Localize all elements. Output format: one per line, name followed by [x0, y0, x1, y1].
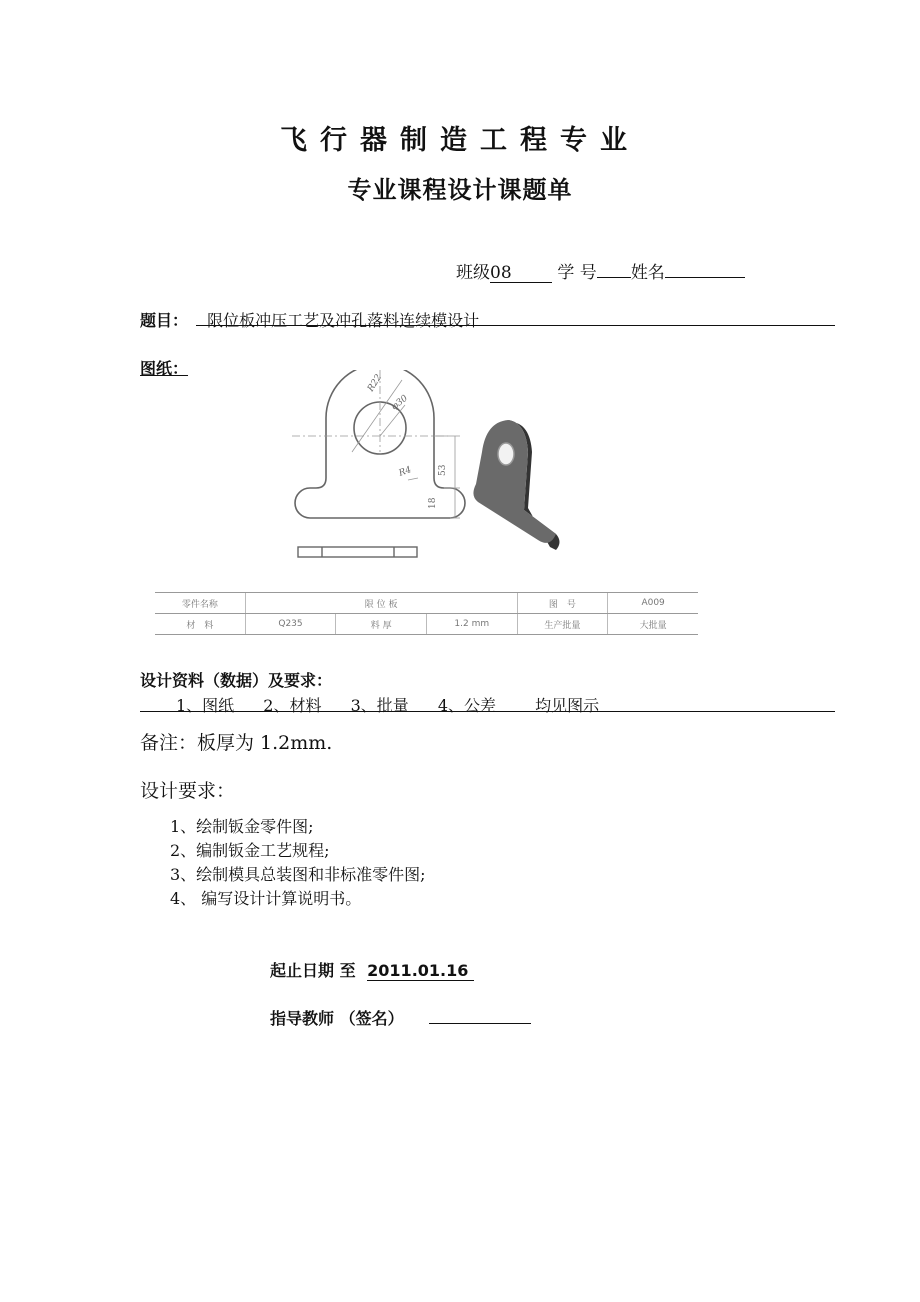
- dim-18: 18: [428, 497, 438, 509]
- note: 备注：板厚为 1.2mm.: [140, 732, 333, 754]
- requirement-item: 3、绘制模具总装图和非标准零件图;: [170, 865, 426, 884]
- design-item: 1、图纸: [176, 696, 235, 715]
- name-label: 姓名: [630, 263, 665, 283]
- design-data-items: [176, 693, 623, 716]
- dim-r22: R22: [366, 372, 385, 394]
- dim-d30: φ30: [389, 393, 410, 413]
- batch-label: 生产批量: [517, 614, 608, 635]
- topic-row: [140, 308, 479, 331]
- design-items-suffix: 均见图示: [535, 696, 600, 715]
- design-item: 3、批量: [350, 696, 409, 715]
- student-info: [456, 258, 745, 283]
- page-subtitle: 专业课程设计课题单: [347, 176, 573, 204]
- part-name-label: 零件名称: [155, 593, 245, 614]
- design-item: 2、材料: [263, 696, 322, 715]
- material-value: Q235: [245, 614, 336, 635]
- part-name-value: 限 位 板: [245, 593, 517, 614]
- class-label: 班级: [456, 263, 490, 283]
- dim-53: 53: [438, 464, 448, 476]
- page-title: 飞行器制造工程专业: [280, 125, 640, 156]
- table-row: [155, 614, 698, 635]
- requirement-item: 4、 编写设计计算说明书。: [170, 889, 362, 908]
- part-3d-image: [468, 412, 578, 562]
- topic-underline: [196, 325, 835, 326]
- material-label: 材 料: [155, 614, 245, 635]
- table-row: [155, 593, 698, 614]
- design-items-underline: [140, 711, 835, 712]
- topic-label: 题目：: [140, 311, 189, 330]
- dim-r4: R4: [397, 465, 413, 479]
- part-side-view: [298, 547, 417, 557]
- thickness-label: 料 厚: [336, 614, 427, 635]
- end-date-value: 2011.01.16: [367, 962, 474, 981]
- student-no-field[interactable]: [597, 277, 631, 278]
- requirements-heading: 设计要求：: [140, 780, 236, 802]
- part-info-table: [155, 592, 698, 635]
- class-field[interactable]: [490, 264, 552, 283]
- drawing-no-value: A009: [608, 593, 698, 614]
- drawing-label: 图纸：: [140, 359, 189, 378]
- class-value: 08: [490, 263, 512, 283]
- signature-label: 指导教师 （签名）: [270, 1009, 404, 1028]
- signature-row: [270, 1006, 531, 1029]
- thickness-value: 1.2 mm: [426, 614, 517, 635]
- student-no-label: 学 号: [557, 263, 597, 283]
- drawing-no-label: 图 号: [517, 593, 608, 614]
- requirement-item: 2、编制钣金工艺规程;: [170, 841, 330, 860]
- date-label: 起止日期 至: [270, 961, 356, 980]
- name-field[interactable]: [665, 277, 745, 278]
- date-row: [270, 958, 474, 981]
- batch-value: 大批量: [608, 614, 698, 635]
- signature-field[interactable]: [429, 1023, 531, 1024]
- design-item: 4、公差: [437, 696, 497, 715]
- design-data-heading: 设计资料（数据）及要求：: [140, 671, 333, 690]
- topic-value: 限位板冲压工艺及冲孔落料连续模设计: [207, 311, 480, 330]
- requirement-item: 1、绘制钣金零件图;: [170, 817, 314, 836]
